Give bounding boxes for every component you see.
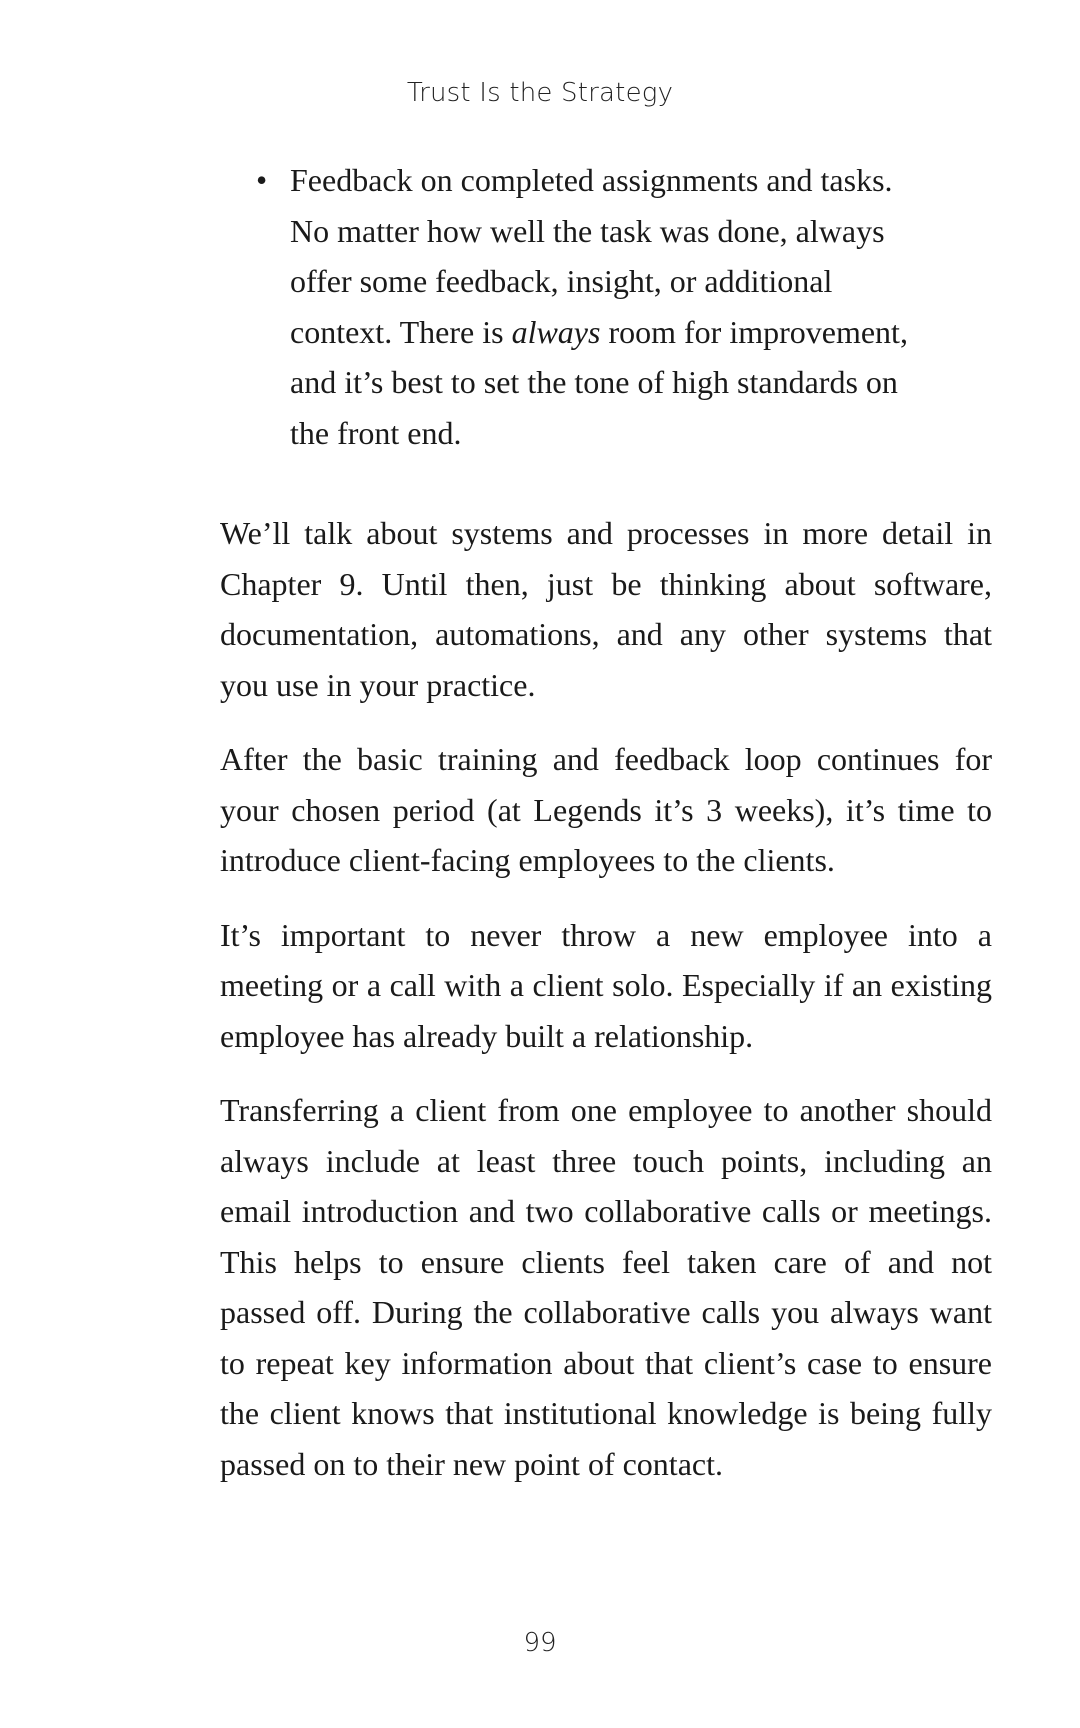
page-body <box>220 155 992 1489</box>
running-header: Trust Is the Strategy <box>406 78 674 108</box>
paragraph-new-employee: It’s important to never throw a new employee into a meeting or a call with a client solo. Especially if an existing employee has already built a relationship. <box>220 916 992 1054</box>
bullet-marker: • <box>256 162 268 198</box>
list-item <box>220 155 910 458</box>
bullet-text-start: Feedback on completed assignments and tasks. No matter how well the task was done, always offer some feedback, insight, or additional context. There is <box>290 162 893 350</box>
paragraph-transferring: Transferring a client from one employee to another should always include at least three touch points, including an email introduction and two collaborative calls or meetings. This helps to ensure clients feel taken care of and not passed off. During the collaborative calls you always want to repeat key information about that client’s case to ensure the client knows that institutional knowledge is being fully passed on to their new point of contact. <box>220 1092 992 1482</box>
bullet-list <box>220 155 992 458</box>
page-number: 99 <box>523 1628 557 1658</box>
paragraph-systems: We’ll talk about systems and processes in more detail in Chapter 9. Until then, just be thinking about software, documentation, automations, and any other systems that you use in your practice. <box>220 515 992 703</box>
bullet-text-end: room for improvement, and it’s best to set the tone of high standards on the front end. <box>290 313 908 451</box>
emphasis-text: always <box>511 313 601 350</box>
paragraph-training: After the basic training and feedback loop continues for your chosen period (at Legends it’s 3 weeks), it’s time to introduce client-facing employees to the clients. <box>220 741 992 878</box>
